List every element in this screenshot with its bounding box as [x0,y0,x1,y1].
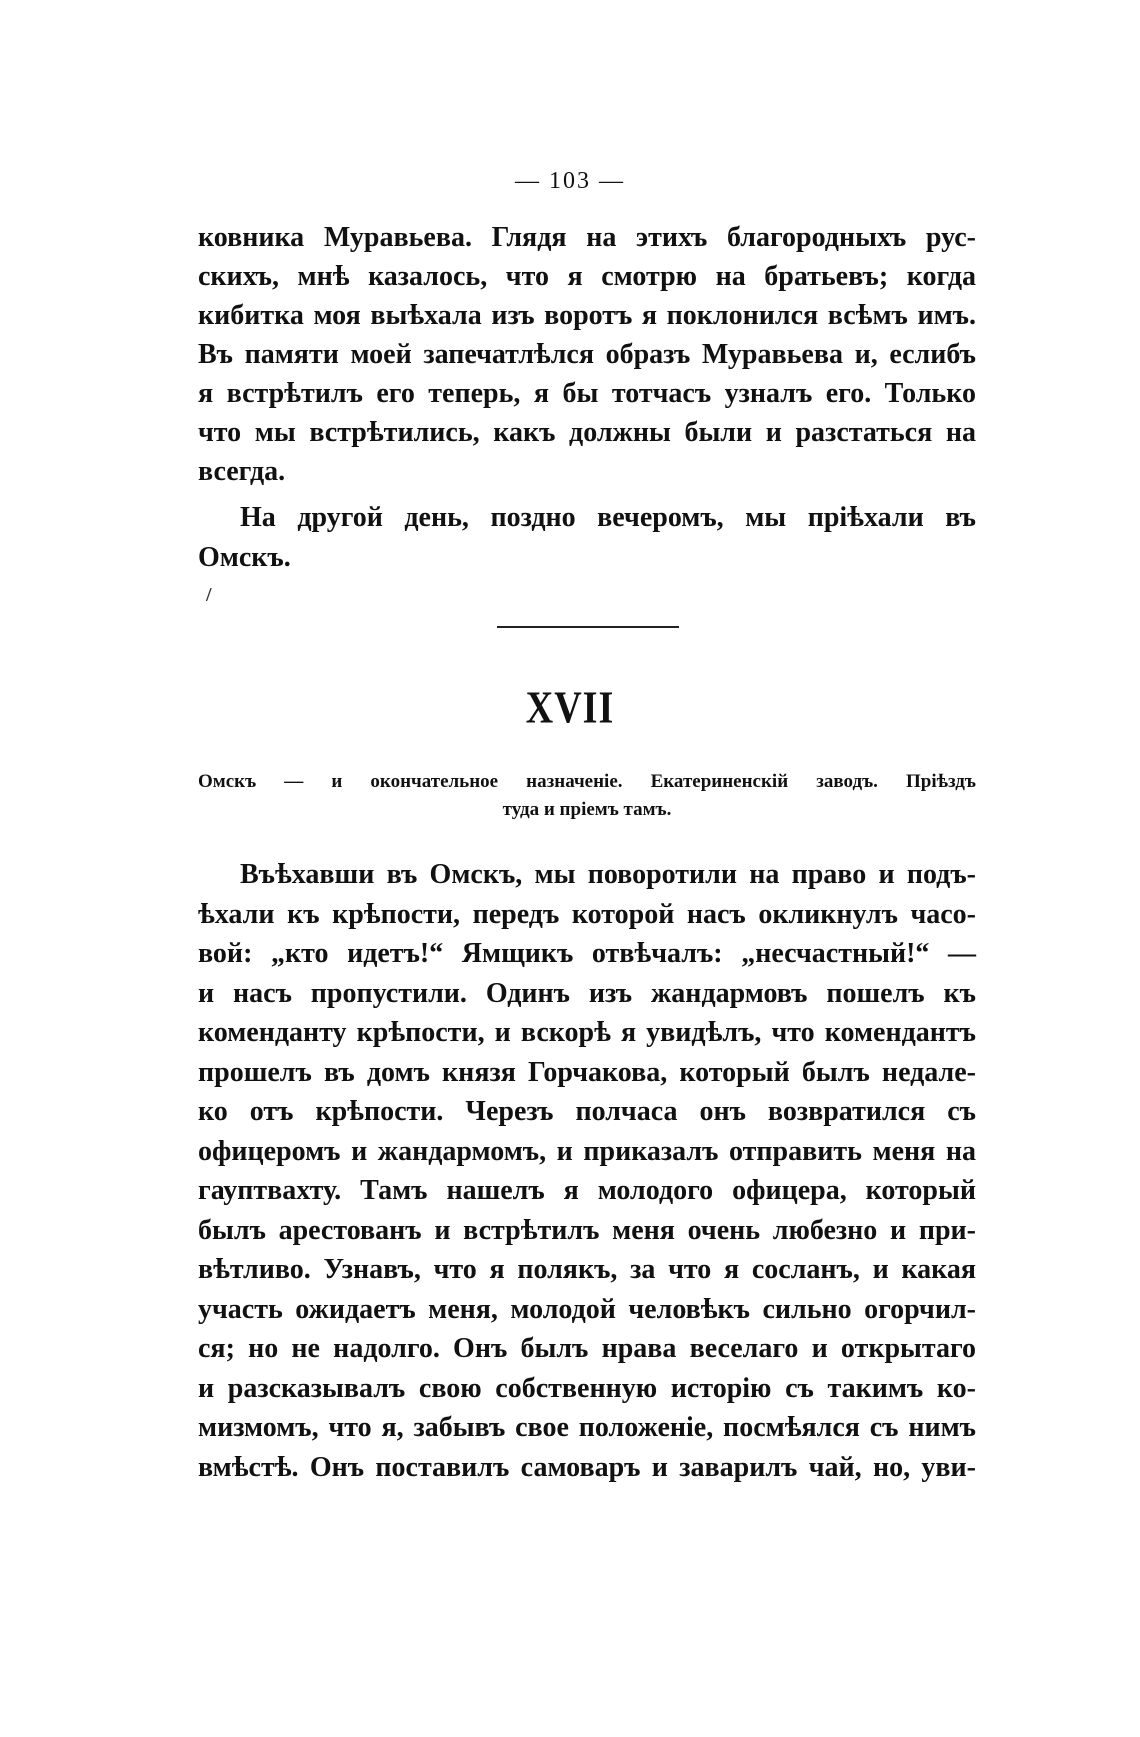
text-line: Въѣхавши въ Омскъ, мы поворотили на право и подъ- [240,859,976,890]
text-line: кибитка моя выѣхала изъ воротъ я поклонился всѣмъ имъ. [198,300,976,331]
text-line: что мы встрѣтились, какъ должны были и разстаться на [198,417,976,448]
chapter-number: XVII [525,682,615,734]
text-line: вой: „кто идетъ!“ Ямщикъ отвѣчалъ: „несчастный!“ — [198,938,976,969]
text-line: ковника Муравьева. Глядя на этихъ благородныхъ рус- [198,222,976,253]
text-line: и насъ пропустили. Одинъ изъ жандармовъ пошелъ къ [198,977,976,1009]
text-line: офицеромъ и жандармомъ, и приказалъ отправить меня на [198,1135,976,1167]
text-line: я встрѣтилъ его теперь, я бы тотчасъ узналъ его. Только [198,378,976,409]
text-line: участь ожидаетъ меня, молодой человѣкъ сильно огорчил- [198,1293,976,1325]
text-line: скихъ, мнѣ казалось, что я смотрю на братьевъ; когда [198,261,976,292]
text-line: Омскъ. [198,542,291,573]
second-paragraph [198,498,976,578]
text-line: и разсказывалъ свою собственную исторію съ такимъ ко- [198,1372,976,1404]
section-divider [497,626,679,628]
text-line: всегда. [198,456,286,487]
text-line: ѣхали къ крѣпости, передъ которой насъ окликнулъ часо- [198,898,976,930]
text-line: вмѣстѣ. Онъ поставилъ самоваръ и заварилъ чай, но, уви- [198,1451,976,1483]
text-line: На другой день, поздно вечеромъ, мы пріѣхали въ [240,502,976,533]
subtitle-line: Омскъ — и окончательное назначеніе. Екатериненскій заводъ. Пріѣздъ [198,771,976,792]
subtitle-line: туда и пріемъ тамъ. [502,799,672,820]
text-line: былъ арестованъ и встрѣтилъ меня очень любезно и при- [198,1214,976,1246]
text-line: мизмомъ, что я, забывъ свое положеніе, посмѣялся съ нимъ [198,1412,976,1443]
chapter-subtitle [198,768,976,824]
stray-mark: / [206,584,212,606]
text-line: коменданту крѣпости, и вскорѣ я увидѣлъ, что комендантъ [198,1017,976,1048]
text-line: ся; но не надолго. Онъ былъ нрава веселаго и открытаго [198,1333,976,1364]
page-number: — 103 — [515,168,625,194]
text-line: гауптвахту. Тамъ нашелъ я молодого офицера, который [198,1175,976,1206]
text-line: вѣтливо. Узнавъ, что я полякъ, за что я сосланъ, и какая [198,1254,976,1285]
text-line: прошелъ въ домъ князя Горчакова, который былъ недале- [198,1056,976,1088]
main-paragraph [198,855,976,1487]
text-line: ко отъ крѣпости. Черезъ полчаса онъ возвратился съ [198,1096,976,1127]
text-line: Въ памяти моей запечатлѣлся образъ Муравьева и, еслибъ [198,339,976,370]
top-paragraph [198,218,976,491]
